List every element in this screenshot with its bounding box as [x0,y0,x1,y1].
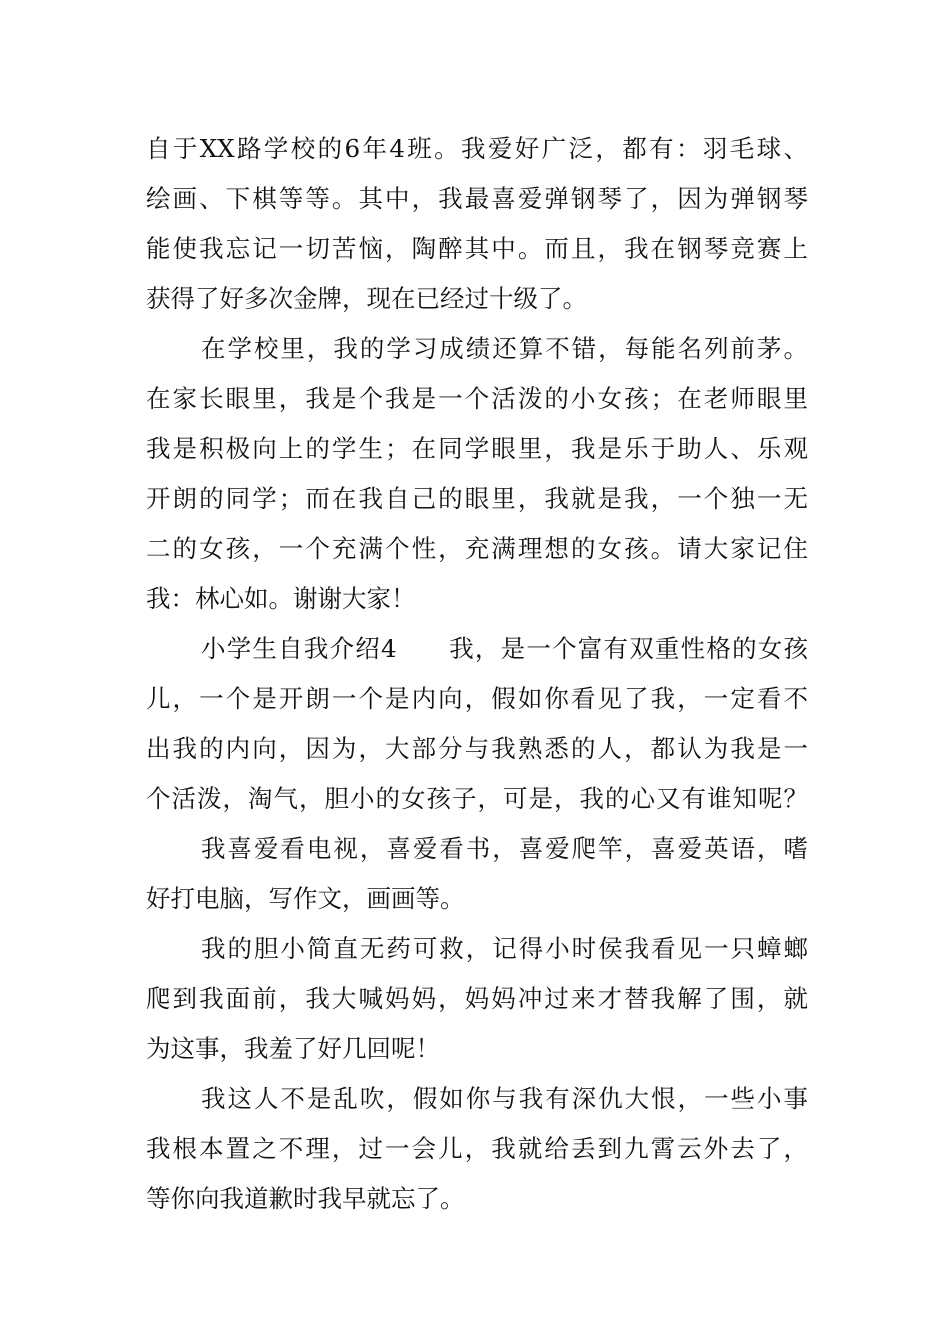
text-line: 我根本置之不理，过一会儿，我就给丢到九霄云外去了， [146,1134,808,1163]
text-line: 自于XX路学校的6年4班。我爱好广泛，都有：羽毛球、 [146,134,808,163]
paragraph-6 [146,1074,808,1224]
paragraph-2 [146,324,808,624]
text-line: 我喜爱看电视，喜爱看书，喜爱爬竿，喜爱英语，嗜 [201,834,808,863]
text-line: 获得了好多次金牌，现在已经过十级了。 [146,284,587,313]
text-line: 等你向我道歉时我早就忘了。 [146,1184,465,1213]
text-line: 开朗的同学；而在我自己的眼里，我就是我，一个独一无 [146,484,808,513]
text-line: 儿，一个是开朗一个是内向，假如你看见了我，一定看不 [146,684,808,713]
paragraph-5 [146,924,808,1074]
text-line: 能使我忘记一切苦恼，陶醉其中。而且，我在钢琴竞赛上 [146,234,808,263]
text-line: 爬到我面前，我大喊妈妈，妈妈冲过来才替我解了围，就 [146,984,808,1013]
text-line: 我的胆小简直无药可救，记得小时侯我看见一只蟑螂 [201,934,808,963]
document-body [146,124,808,1224]
text-line: 为这事，我羞了好几回呢！ [146,1034,440,1063]
text-line: 出我的内向，因为，大部分与我熟悉的人，都认为我是一 [146,734,808,763]
text-line: 我：林心如。谢谢大家！ [146,584,416,613]
text-line: 好打电脑，写作文，画画等。 [146,884,465,913]
text-line: 我这人不是乱吹，假如你与我有深仇大恨，一些小事 [201,1084,808,1113]
text-line: 我是积极向上的学生；在同学眼里，我是乐于助人、乐观 [146,434,808,463]
paragraph-1 [146,124,808,324]
text-line: 绘画、下棋等等。其中，我最喜爱弹钢琴了，因为弹钢琴 [146,184,808,213]
text-line: 在学校里，我的学习成绩还算不错，每能名列前茅。 [201,334,808,363]
text-line: 个活泼，淘气，胆小的女孩子，可是，我的心又有谁知呢？ [146,784,808,813]
text-line: 二的女孩，一个充满个性，充满理想的女孩。请大家记住 [146,534,808,563]
paragraph-3 [146,624,808,824]
text-line: 在家长眼里，我是个我是一个活泼的小女孩；在老师眼里 [146,384,808,413]
paragraph-4 [146,824,808,924]
text-line: 小学生自我介绍4 我，是一个富有双重性格的女孩 [201,634,808,663]
